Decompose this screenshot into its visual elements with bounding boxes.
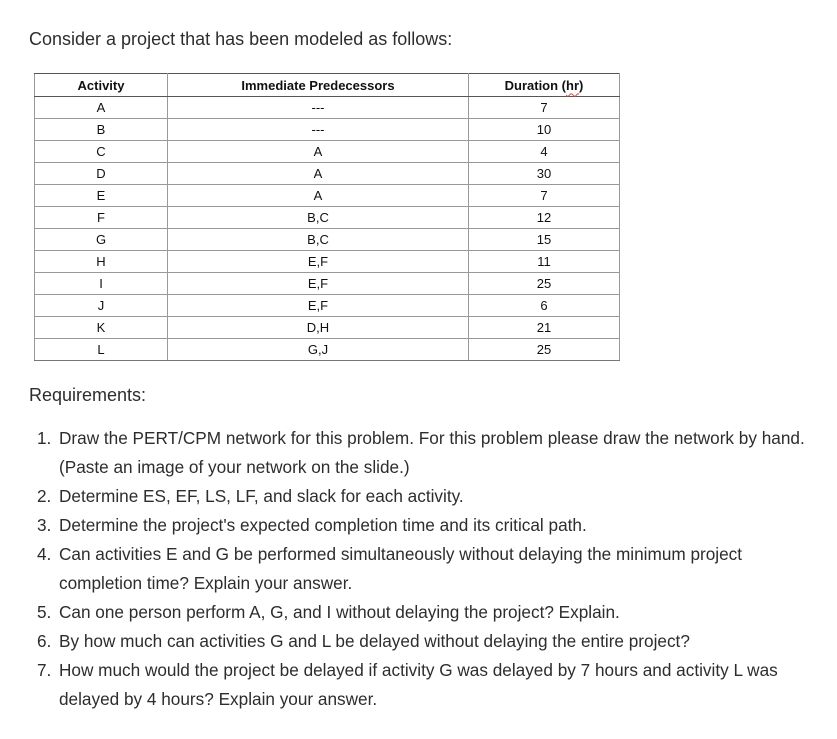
requirement-number: 6. <box>37 631 52 651</box>
requirement-number: 3. <box>37 515 52 535</box>
table-row <box>35 339 620 361</box>
intro-text: Consider a project that has been modeled as follows: <box>29 29 453 49</box>
requirement-item <box>37 424 827 482</box>
cell-activity: F <box>35 207 168 229</box>
table-header-row <box>35 74 620 97</box>
cell-activity: D <box>35 163 168 185</box>
requirement-text: Can one person perform A, G, and I without delaying the project? Explain. <box>59 602 620 622</box>
cell-duration: 12 <box>469 207 620 229</box>
cell-duration: 7 <box>469 97 620 119</box>
requirement-item <box>37 656 827 714</box>
requirement-item <box>37 511 827 540</box>
cell-duration: 4 <box>469 141 620 163</box>
cell-predecessors: G,J <box>168 339 469 361</box>
cell-activity: L <box>35 339 168 361</box>
cell-predecessors: A <box>168 163 469 185</box>
cell-predecessors: E,F <box>168 251 469 273</box>
table-row <box>35 295 620 317</box>
header-predecessors: Immediate Predecessors <box>168 74 469 97</box>
requirement-item <box>37 540 827 598</box>
cell-activity: H <box>35 251 168 273</box>
cell-activity: K <box>35 317 168 339</box>
cell-predecessors: E,F <box>168 295 469 317</box>
requirement-text: By how much can activities G and L be delayed without delaying the entire project? <box>59 631 690 651</box>
cell-predecessors: B,C <box>168 229 469 251</box>
table-row <box>35 317 620 339</box>
cell-duration: 11 <box>469 251 620 273</box>
header-activity: Activity <box>35 74 168 97</box>
cell-activity: J <box>35 295 168 317</box>
table-row <box>35 207 620 229</box>
requirement-text: Draw the PERT/CPM network for this problem. For this problem please draw the network by hand. (Paste an image of your network on the slide.) <box>59 428 805 477</box>
cell-predecessors: D,H <box>168 317 469 339</box>
cell-duration: 30 <box>469 163 620 185</box>
cell-duration: 10 <box>469 119 620 141</box>
requirement-text: Determine the project's expected completion time and its critical path. <box>59 515 587 535</box>
cell-predecessors: --- <box>168 119 469 141</box>
requirement-number: 1. <box>37 428 52 448</box>
requirement-item <box>37 482 827 511</box>
cell-duration: 21 <box>469 317 620 339</box>
requirement-number: 7. <box>37 660 52 680</box>
requirements-list <box>37 424 827 714</box>
cell-predecessors: B,C <box>168 207 469 229</box>
cell-activity: G <box>35 229 168 251</box>
table-row <box>35 185 620 207</box>
table-row <box>35 251 620 273</box>
cell-activity: C <box>35 141 168 163</box>
cell-predecessors: --- <box>168 97 469 119</box>
cell-activity: B <box>35 119 168 141</box>
table-row <box>35 163 620 185</box>
requirement-number: 5. <box>37 602 52 622</box>
header-duration-label: Duration ( <box>504 77 567 93</box>
cell-activity: A <box>35 97 168 119</box>
cell-predecessors: E,F <box>168 273 469 295</box>
requirement-number: 4. <box>37 544 52 564</box>
table-row <box>35 229 620 251</box>
table-row <box>35 97 620 119</box>
table-row <box>35 141 620 163</box>
header-duration-close: ) <box>579 77 584 93</box>
requirement-text: How much would the project be delayed if activity G was delayed by 7 hours and activity L was delayed by 4 hours? Explain your answer. <box>59 660 778 709</box>
requirement-text: Determine ES, EF, LS, LF, and slack for each activity. <box>59 486 464 506</box>
cell-activity: E <box>35 185 168 207</box>
cell-duration: 6 <box>469 295 620 317</box>
cell-activity: I <box>35 273 168 295</box>
cell-duration: 25 <box>469 339 620 361</box>
table-row <box>35 273 620 295</box>
requirement-item <box>37 598 827 627</box>
header-duration-unit: hr <box>566 77 580 93</box>
activity-table <box>34 73 620 361</box>
table-row <box>35 119 620 141</box>
cell-duration: 25 <box>469 273 620 295</box>
cell-predecessors: A <box>168 185 469 207</box>
requirement-number: 2. <box>37 486 52 506</box>
requirement-item <box>37 627 827 656</box>
requirement-text: Can activities E and G be performed simultaneously without delaying the minimum project completion time? Explain your answer. <box>59 544 743 593</box>
requirements-heading: Requirements: <box>29 385 147 405</box>
cell-predecessors: A <box>168 141 469 163</box>
cell-duration: 15 <box>469 229 620 251</box>
cell-duration: 7 <box>469 185 620 207</box>
header-duration <box>469 74 620 97</box>
